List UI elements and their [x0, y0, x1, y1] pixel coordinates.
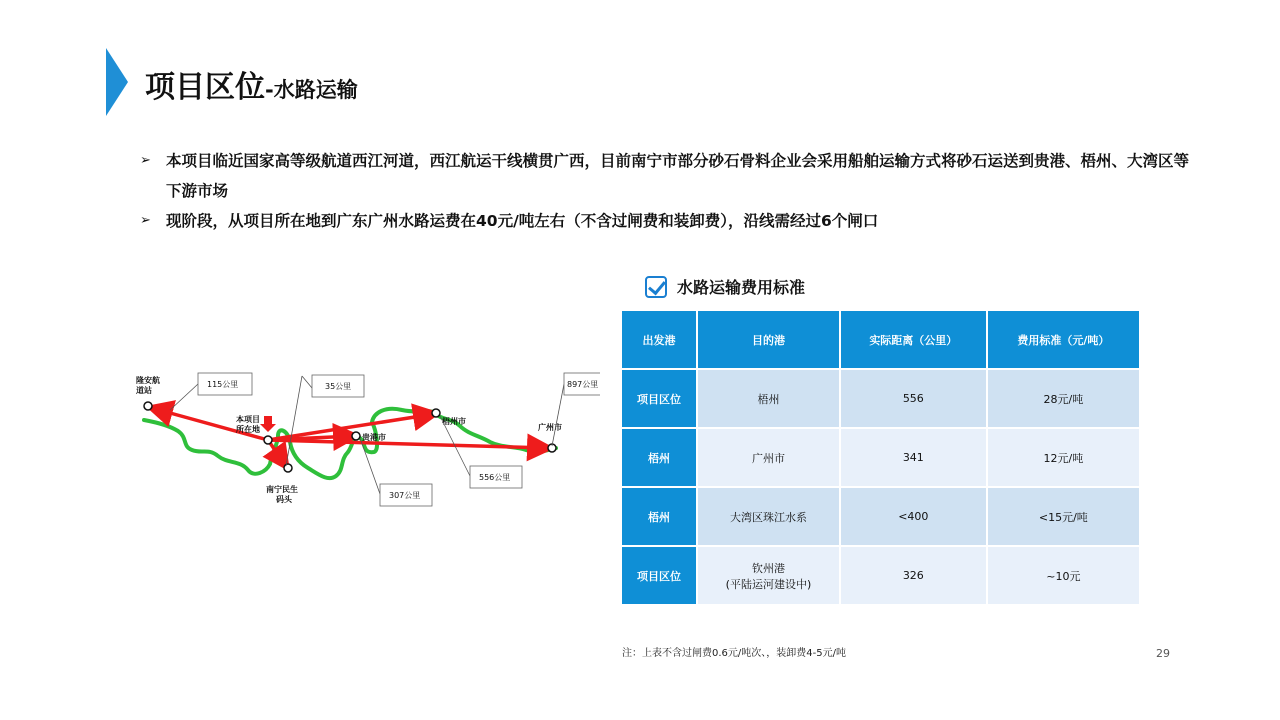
header-cell: 目的港 [698, 311, 839, 368]
project-location-arrow-icon [260, 416, 276, 432]
table-caption [645, 275, 805, 298]
distance-callout: 556公里 [479, 473, 511, 482]
bullet-text: 现阶段，从项目所在地到广东广州水路运费在40元/吨左右（不含过闸费和装卸费），沿线需经过6个闸口 [166, 212, 879, 230]
bullet-item [140, 146, 1200, 206]
cell-to: 广州市 [698, 429, 839, 486]
label-project: 所在地 [236, 425, 260, 434]
label-guigang: 贵港市 [362, 433, 386, 442]
distance-callout: 897公里 [567, 380, 599, 389]
table-header-row [622, 311, 1139, 368]
page-title-sub: -水路运输 [265, 78, 358, 102]
label-wuzhou: 梧州市 [442, 417, 466, 426]
table-caption-text: 水路运输费用标准 [677, 278, 806, 297]
table-row [622, 370, 1139, 427]
page-number: 29 [1156, 647, 1170, 660]
table-row [622, 429, 1139, 486]
header-cell: 出发港 [622, 311, 696, 368]
page-title [145, 62, 358, 106]
label-guangzhou: 广州市 [538, 423, 562, 432]
cell-to-line: 钦州港 [751, 561, 785, 575]
cell-distance: 341 [841, 429, 986, 486]
route-lines [152, 408, 548, 466]
header-cell: 实际距离（公里） [841, 311, 986, 368]
cell-from: 项目区位 [622, 547, 696, 604]
bullet-text: 本项目临近国家高等级航道西江河道，西江航运干线横贯广西，目前南宁市部分砂石骨料企业会采用船舶运输方式将砂石运送到贵港、梧州、大湾区等下游市场 [166, 152, 1190, 200]
bullet-list [140, 146, 1200, 236]
label-nanning: 南宁民生 [266, 485, 298, 494]
label-longan: 道站 [136, 386, 152, 395]
cell-from: 项目区位 [622, 370, 696, 427]
cell-distance: <400 [841, 488, 986, 545]
distance-callout: 115公里 [207, 380, 239, 389]
cell-from: 梧州 [622, 488, 696, 545]
distance-callout: 35公里 [325, 382, 352, 391]
cell-fee: ~10元 [988, 547, 1139, 604]
cell-to: 梧州 [698, 370, 839, 427]
cell-distance: 556 [841, 370, 986, 427]
cell-fee: <15元/吨 [988, 488, 1139, 545]
bullet-marker-icon: ➢ [140, 213, 151, 228]
cell-to-line: (平陆运河建设中) [725, 577, 812, 591]
fee-table [620, 309, 1141, 606]
cell-to [698, 547, 839, 604]
table-footnote: 注：上表不含过闸费0.6元/吨次、，装卸费4-5元/吨 [622, 648, 846, 659]
checkbox-icon [645, 276, 667, 298]
cell-fee: 12元/吨 [988, 429, 1139, 486]
cell-fee: 28元/吨 [988, 370, 1139, 427]
bullet-item [140, 206, 1200, 236]
label-nanning: 码头 [276, 495, 292, 504]
label-longan: 隆安航 [136, 376, 160, 385]
bullet-marker-icon: ➢ [140, 153, 151, 168]
cell-from: 梧州 [622, 429, 696, 486]
label-project: 本项目 [236, 415, 260, 424]
route-map [130, 368, 600, 518]
distance-callout: 307公里 [389, 491, 421, 500]
table-row [622, 547, 1139, 604]
header-cell: 费用标准（元/吨） [988, 311, 1139, 368]
title-accent-arrow [106, 48, 128, 116]
page-title-main: 项目区位 [145, 70, 265, 105]
table-row [622, 488, 1139, 545]
cell-distance: 326 [841, 547, 986, 604]
cell-to: 大湾区珠江水系 [698, 488, 839, 545]
